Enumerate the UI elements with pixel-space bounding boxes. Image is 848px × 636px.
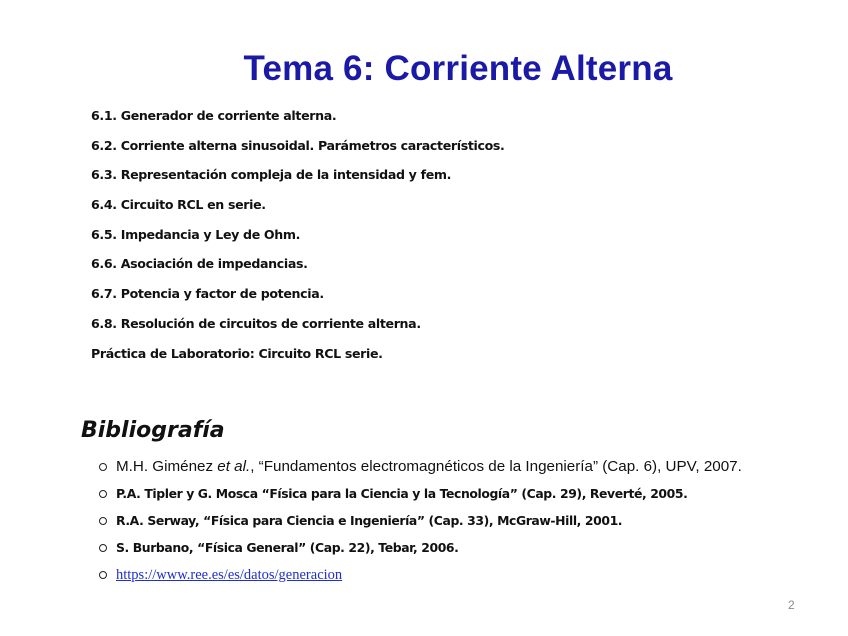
- contents-item: 6.1. Generador de corriente alterna.: [91, 108, 337, 123]
- contents-item: 6.2. Corriente alterna sinusoidal. Parámetros característicos.: [91, 137, 505, 153]
- bullet-icon: [99, 463, 107, 471]
- bibliography-item: [99, 537, 742, 564]
- reference-etal: et al.: [217, 458, 251, 475]
- bullet-icon: [99, 544, 107, 552]
- contents-item: Práctica de Laboratorio: Circuito RCL serie.: [91, 345, 383, 361]
- contents-item: 6.5. Impedancia y Ley de Ohm.: [91, 226, 301, 242]
- reference-details: , “Fundamentos electromagnéticos de la Ingeniería” (Cap. 6), UPV, 2007.: [250, 458, 742, 475]
- bibliography-item: [99, 456, 742, 483]
- bibliography-item: [99, 564, 742, 591]
- reference-text: R.A. Serway, “Física para Ciencia e Ingeniería” (Cap. 33), McGraw-Hill, 2001.: [116, 513, 623, 528]
- reference-link[interactable]: https://www.ree.es/es/datos/generacion: [116, 567, 343, 583]
- contents-item: 6.4. Circuito RCL en serie.: [91, 197, 266, 213]
- reference-authors: M.H. Giménez: [116, 458, 218, 475]
- bullet-icon: [99, 490, 107, 498]
- bullet-icon: [99, 517, 107, 525]
- page-number: 2: [788, 598, 795, 612]
- contents-item: 6.6. Asociación de impedancias.: [91, 256, 308, 272]
- bibliography-heading: Bibliografía: [81, 418, 225, 443]
- slide-title: Tema 6: Corriente Alterna: [243, 49, 673, 88]
- contents-list: [91, 106, 505, 373]
- contents-item: 6.8. Resolución de circuitos de corriente alterna.: [91, 315, 421, 331]
- bullet-icon: [99, 571, 107, 579]
- bibliography-item: [99, 483, 742, 510]
- contents-item: 6.7. Potencia y factor de potencia.: [91, 286, 324, 302]
- reference-text: S. Burbano, “Física General” (Cap. 22), Tebar, 2006.: [116, 540, 459, 555]
- bibliography-list: [99, 456, 742, 591]
- bibliography-item: [99, 510, 742, 537]
- reference-text: P.A. Tipler y G. Mosca “Física para la Ciencia y la Tecnología” (Cap. 29), Reverté, 2005.: [116, 486, 688, 501]
- contents-item: 6.3. Representación compleja de la intensidad y fem.: [91, 167, 452, 183]
